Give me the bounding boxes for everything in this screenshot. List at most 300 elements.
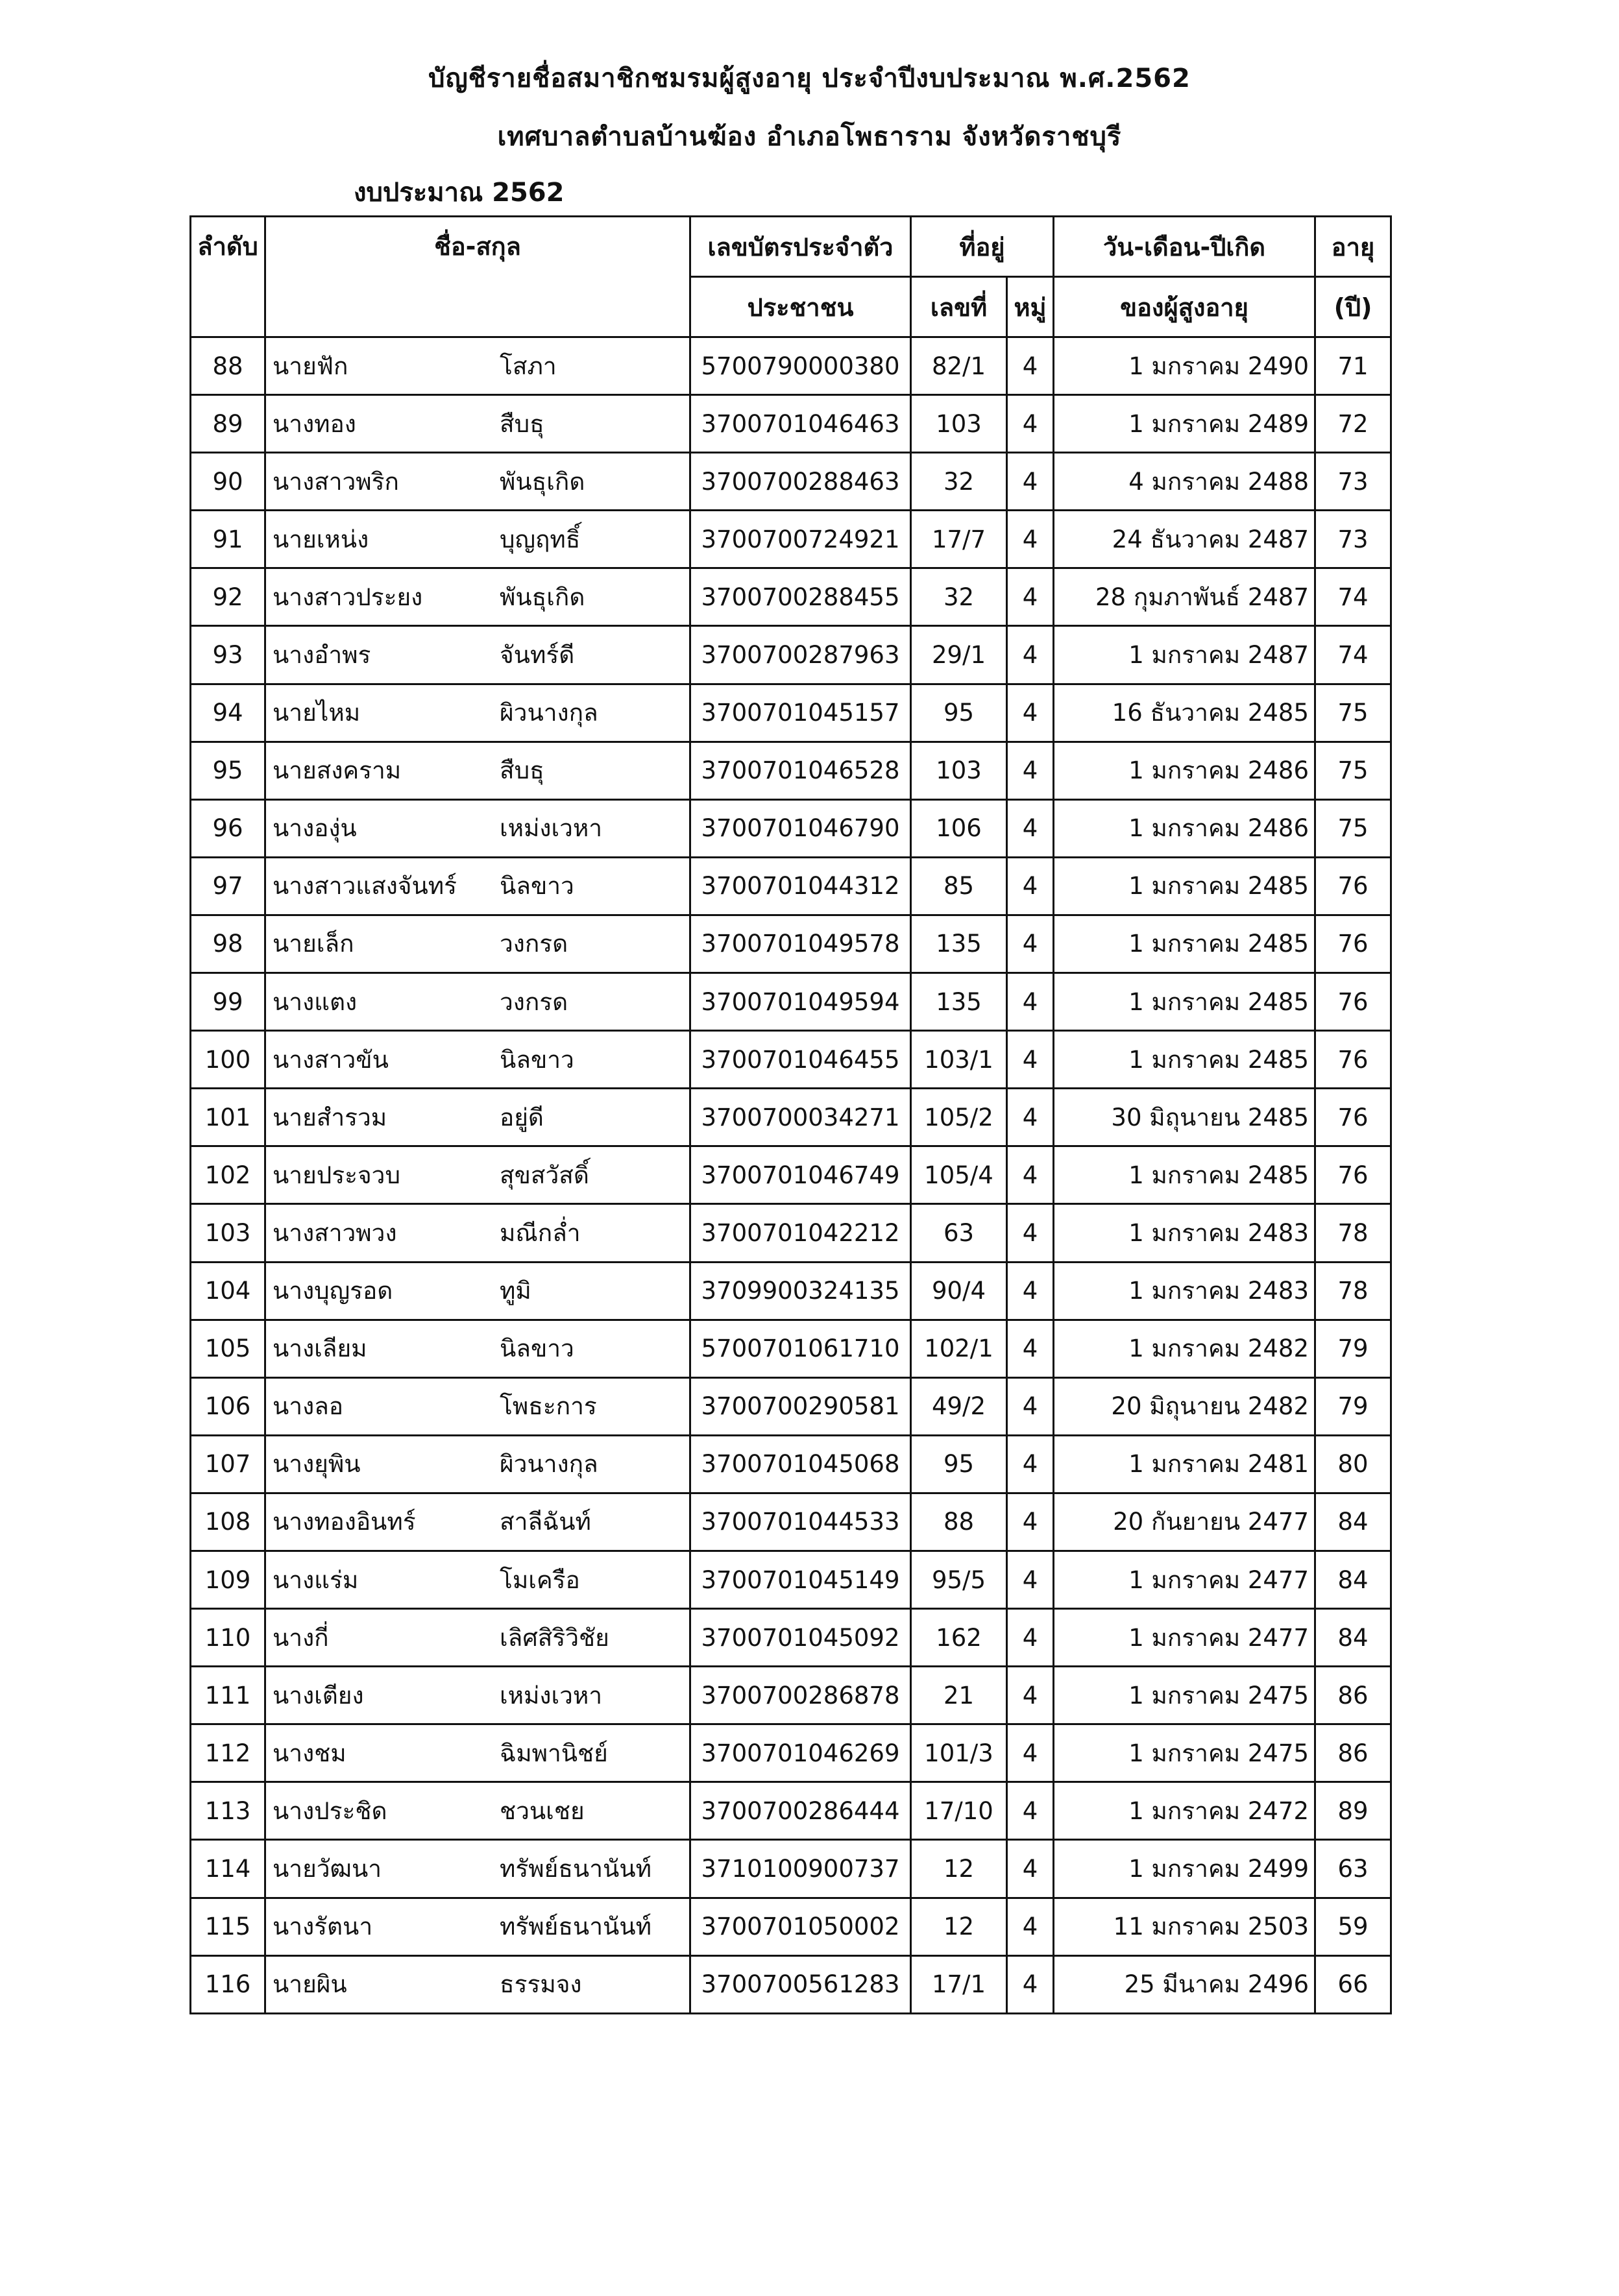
first-name: นางเตียง [273, 1681, 364, 1710]
cell-dob: 1 มกราคม 2483 [1054, 1204, 1315, 1262]
cell-house-no: 85 [911, 857, 1007, 915]
table-row [191, 1782, 1391, 1840]
cell-name [265, 1146, 690, 1204]
cell-no: 98 [191, 915, 265, 973]
table-row [191, 1609, 1391, 1667]
cell-id: 5700701061710 [690, 1320, 911, 1377]
first-name: นางสาวพริก [273, 467, 399, 496]
table-row [191, 1262, 1391, 1320]
last-name: สืบธุ [500, 409, 544, 438]
first-name: นายสำรวม [273, 1103, 387, 1131]
cell-house-no: 105/4 [911, 1146, 1007, 1204]
cell-house-no: 95 [911, 1435, 1007, 1493]
cell-no: 115 [191, 1898, 265, 1955]
cell-age: 79 [1315, 1320, 1391, 1377]
cell-age: 84 [1315, 1493, 1391, 1551]
cell-name [265, 1724, 690, 1782]
cell-age: 74 [1315, 626, 1391, 684]
cell-dob: 1 มกราคม 2475 [1054, 1667, 1315, 1724]
cell-no: 111 [191, 1667, 265, 1724]
first-name: นางสาวแสงจันทร์ [273, 872, 457, 900]
cell-village: 4 [1007, 1031, 1054, 1089]
cell-no: 107 [191, 1435, 265, 1493]
cell-age: 66 [1315, 1955, 1391, 2013]
cell-house-no: 135 [911, 915, 1007, 973]
cell-age: 76 [1315, 1031, 1391, 1089]
cell-dob: 30 มิถุนายน 2485 [1054, 1089, 1315, 1146]
cell-id: 3700701046455 [690, 1031, 911, 1089]
cell-house-no: 49/2 [911, 1377, 1007, 1435]
cell-name [265, 568, 690, 626]
cell-house-no: 32 [911, 453, 1007, 511]
last-name: ธรรมจง [500, 1970, 582, 1999]
cell-dob: 1 มกราคม 2486 [1054, 742, 1315, 799]
cell-village: 4 [1007, 1204, 1054, 1262]
table-row [191, 511, 1391, 568]
cell-age: 63 [1315, 1840, 1391, 1898]
last-name: สืบธุ [500, 756, 544, 785]
first-name: นางแตง [273, 987, 358, 1016]
cell-id: 3700700561283 [690, 1955, 911, 2013]
cell-name [265, 1435, 690, 1493]
cell-house-no: 29/1 [911, 626, 1007, 684]
cell-house-no: 88 [911, 1493, 1007, 1551]
cell-house-no: 17/1 [911, 1955, 1007, 2013]
last-name: วงกรด [500, 987, 568, 1016]
cell-id: 3700700290581 [690, 1377, 911, 1435]
cell-id: 3700701045149 [690, 1551, 911, 1608]
cell-name [265, 511, 690, 568]
cell-dob: 11 มกราคม 2503 [1054, 1898, 1315, 1955]
cell-village: 4 [1007, 1782, 1054, 1840]
first-name: นายฟัก [273, 352, 348, 380]
cell-no: 99 [191, 973, 265, 1031]
cell-id: 5700790000380 [690, 337, 911, 395]
cell-age: 78 [1315, 1262, 1391, 1320]
first-name: นายเล็ก [273, 930, 354, 958]
cell-name [265, 1551, 690, 1608]
table-row [191, 915, 1391, 973]
cell-id: 3700700286878 [690, 1667, 911, 1724]
cell-village: 4 [1007, 1377, 1054, 1435]
table-row [191, 1493, 1391, 1551]
last-name: ทรัพย์ธนานันท์ [500, 1854, 651, 1883]
table-row [191, 453, 1391, 511]
cell-village: 4 [1007, 1840, 1054, 1898]
last-name: บุญฤทธิ์ [500, 525, 581, 553]
cell-village: 4 [1007, 1493, 1054, 1551]
table-row [191, 395, 1391, 453]
cell-dob: 1 มกราคม 2485 [1054, 973, 1315, 1031]
cell-age: 59 [1315, 1898, 1391, 1955]
cell-dob: 1 มกราคม 2499 [1054, 1840, 1315, 1898]
cell-id: 3700701050002 [690, 1898, 911, 1955]
cell-no: 96 [191, 799, 265, 857]
cell-dob: 1 มกราคม 2483 [1054, 1262, 1315, 1320]
last-name: พันธุเกิด [500, 467, 585, 496]
cell-dob: 25 มีนาคม 2496 [1054, 1955, 1315, 2013]
cell-name [265, 1609, 690, 1667]
cell-dob: 20 กันยายน 2477 [1054, 1493, 1315, 1551]
cell-no: 91 [191, 511, 265, 568]
last-name: มณีกล่ำ [500, 1218, 581, 1247]
table-row [191, 1031, 1391, 1089]
cell-house-no: 95/5 [911, 1551, 1007, 1608]
cell-house-no: 101/3 [911, 1724, 1007, 1782]
cell-no: 93 [191, 626, 265, 684]
cell-id: 3700701044312 [690, 857, 911, 915]
cell-age: 73 [1315, 453, 1391, 511]
last-name: ทูมิ [500, 1277, 531, 1305]
cell-id: 3700700286444 [690, 1782, 911, 1840]
cell-name [265, 1262, 690, 1320]
table-row [191, 742, 1391, 799]
last-name: อยู่ดี [500, 1103, 544, 1131]
cell-age: 73 [1315, 511, 1391, 568]
cell-village: 4 [1007, 1955, 1054, 2013]
cell-name [265, 1320, 690, 1377]
cell-id: 3700701045068 [690, 1435, 911, 1493]
cell-village: 4 [1007, 453, 1054, 511]
first-name: นายสงคราม [273, 756, 402, 785]
last-name: ผิวนางกุล [500, 1450, 598, 1479]
table-row [191, 684, 1391, 742]
cell-dob: 4 มกราคม 2488 [1054, 453, 1315, 511]
first-name: นางลอ [273, 1392, 344, 1421]
cell-age: 76 [1315, 1089, 1391, 1146]
cell-village: 4 [1007, 1898, 1054, 1955]
cell-house-no: 102/1 [911, 1320, 1007, 1377]
cell-dob: 1 มกราคม 2482 [1054, 1320, 1315, 1377]
cell-village: 4 [1007, 626, 1054, 684]
first-name: นางสาวประยง [273, 583, 423, 611]
first-name: นางยุพิน [273, 1450, 361, 1479]
table-row [191, 1320, 1391, 1377]
cell-name [265, 1898, 690, 1955]
cell-name [265, 1031, 690, 1089]
cell-no: 95 [191, 742, 265, 799]
cell-village: 4 [1007, 973, 1054, 1031]
cell-no: 116 [191, 1955, 265, 2013]
member-table [189, 215, 1392, 2014]
cell-no: 100 [191, 1031, 265, 1089]
cell-age: 84 [1315, 1609, 1391, 1667]
table-row [191, 973, 1391, 1031]
cell-age: 78 [1315, 1204, 1391, 1262]
first-name: นางประชิด [273, 1796, 387, 1825]
cell-house-no: 17/7 [911, 511, 1007, 568]
cell-no: 97 [191, 857, 265, 915]
cell-house-no: 135 [911, 973, 1007, 1031]
header-id-line1: เลขบัตรประจำตัว [690, 217, 911, 277]
cell-name [265, 799, 690, 857]
cell-id: 3700701042212 [690, 1204, 911, 1262]
cell-house-no: 17/10 [911, 1782, 1007, 1840]
cell-age: 89 [1315, 1782, 1391, 1840]
cell-no: 112 [191, 1724, 265, 1782]
header-dob-line1: วัน-เดือน-ปีเกิด [1054, 217, 1315, 277]
first-name: นางเลียม [273, 1335, 367, 1363]
table-body [191, 337, 1391, 2014]
table-row [191, 1551, 1391, 1608]
cell-age: 72 [1315, 395, 1391, 453]
cell-dob: 1 มกราคม 2487 [1054, 626, 1315, 684]
cell-dob: 1 มกราคม 2485 [1054, 1146, 1315, 1204]
cell-age: 71 [1315, 337, 1391, 395]
table-row [191, 799, 1391, 857]
document-title: บัญชีรายชื่อสมาชิกชมรมผู้สูงอายุ ประจำปีงบประมาณ พ.ศ.2562 [428, 64, 1191, 93]
table-row [191, 1146, 1391, 1204]
cell-name [265, 395, 690, 453]
cell-dob: 16 ธันวาคม 2485 [1054, 684, 1315, 742]
cell-house-no: 103 [911, 742, 1007, 799]
cell-id: 3700700288455 [690, 568, 911, 626]
table-row [191, 1435, 1391, 1493]
cell-no: 103 [191, 1204, 265, 1262]
last-name: สาลีฉันท์ [500, 1508, 591, 1536]
header-address: ที่อยู่ [911, 217, 1054, 277]
cell-age: 74 [1315, 568, 1391, 626]
cell-dob: 1 มกราคม 2477 [1054, 1609, 1315, 1667]
header-house-no: เลขที่ [911, 277, 1007, 337]
header-no: ลำดับ [191, 217, 265, 337]
cell-age: 86 [1315, 1724, 1391, 1782]
last-name: ชวนเชย [500, 1796, 585, 1825]
cell-id: 3710100900737 [690, 1840, 911, 1898]
cell-no: 92 [191, 568, 265, 626]
cell-id: 3700700287963 [690, 626, 911, 684]
first-name: นางชม [273, 1739, 347, 1767]
last-name: เหม่งเวหา [500, 814, 603, 843]
cell-house-no: 32 [911, 568, 1007, 626]
cell-no: 102 [191, 1146, 265, 1204]
cell-dob: 1 มกราคม 2485 [1054, 915, 1315, 973]
cell-no: 113 [191, 1782, 265, 1840]
last-name: เลิศสิริวิชัย [500, 1623, 609, 1652]
table-row [191, 1667, 1391, 1724]
header-dob-line2: ของผู้สูงอายุ [1054, 277, 1315, 337]
cell-age: 76 [1315, 857, 1391, 915]
table-row [191, 1204, 1391, 1262]
cell-age: 76 [1315, 915, 1391, 973]
cell-village: 4 [1007, 337, 1054, 395]
first-name: นางบุญรอด [273, 1277, 393, 1305]
cell-house-no: 82/1 [911, 337, 1007, 395]
cell-dob: 1 มกราคม 2485 [1054, 857, 1315, 915]
cell-no: 101 [191, 1089, 265, 1146]
cell-no: 90 [191, 453, 265, 511]
cell-age: 75 [1315, 742, 1391, 799]
cell-house-no: 63 [911, 1204, 1007, 1262]
cell-dob: 24 ธันวาคม 2487 [1054, 511, 1315, 568]
cell-name [265, 1782, 690, 1840]
table-header [191, 217, 1391, 337]
first-name: นางอำพร [273, 641, 371, 670]
first-name: นางสาวพวง [273, 1218, 397, 1247]
cell-name [265, 684, 690, 742]
cell-dob: 1 มกราคม 2475 [1054, 1724, 1315, 1782]
cell-no: 109 [191, 1551, 265, 1608]
last-name: วงกรด [500, 930, 568, 958]
cell-village: 4 [1007, 742, 1054, 799]
last-name: เหม่งเวหา [500, 1681, 603, 1710]
cell-age: 84 [1315, 1551, 1391, 1608]
cell-village: 4 [1007, 568, 1054, 626]
first-name: นางทองอินทร์ [273, 1508, 416, 1536]
cell-house-no: 106 [911, 799, 1007, 857]
cell-name [265, 1840, 690, 1898]
cell-name [265, 915, 690, 973]
cell-house-no: 103/1 [911, 1031, 1007, 1089]
cell-house-no: 90/4 [911, 1262, 1007, 1320]
first-name: นางองุ่น [273, 814, 357, 843]
cell-id: 3700700034271 [690, 1089, 911, 1146]
table-row [191, 1955, 1391, 2013]
cell-village: 4 [1007, 1262, 1054, 1320]
header-village: หมู่ [1007, 277, 1054, 337]
cell-dob: 1 มกราคม 2485 [1054, 1031, 1315, 1089]
cell-village: 4 [1007, 1724, 1054, 1782]
cell-age: 76 [1315, 973, 1391, 1031]
last-name: ฉิมพานิชย์ [500, 1739, 608, 1767]
first-name: นางแร่ม [273, 1565, 359, 1594]
cell-no: 106 [191, 1377, 265, 1435]
cell-id: 3700701046269 [690, 1724, 911, 1782]
cell-dob: 1 มกราคม 2472 [1054, 1782, 1315, 1840]
cell-name [265, 453, 690, 511]
last-name: นิลขาว [500, 872, 574, 900]
last-name: สุขสวัสดิ์ [500, 1161, 589, 1189]
cell-id: 3700701044533 [690, 1493, 911, 1551]
table-row [191, 1377, 1391, 1435]
cell-name [265, 742, 690, 799]
cell-house-no: 95 [911, 684, 1007, 742]
first-name: นายวัฒนา [273, 1854, 382, 1883]
last-name: นิลขาว [500, 1045, 574, 1074]
cell-id: 3700701049594 [690, 973, 911, 1031]
last-name: โพธะการ [500, 1392, 597, 1421]
cell-name [265, 1089, 690, 1146]
cell-village: 4 [1007, 857, 1054, 915]
table-row [191, 337, 1391, 395]
cell-no: 114 [191, 1840, 265, 1898]
cell-age: 80 [1315, 1435, 1391, 1493]
first-name: นายเหน่ง [273, 525, 369, 553]
budget-label: งบประมาณ 2562 [354, 178, 565, 208]
table-row [191, 1898, 1391, 1955]
first-name: นางรัตนา [273, 1913, 373, 1941]
cell-village: 4 [1007, 915, 1054, 973]
cell-village: 4 [1007, 395, 1054, 453]
header-age-line2: (ปี) [1315, 277, 1391, 337]
cell-id: 3700701045157 [690, 684, 911, 742]
header-id-line2: ประชาชน [690, 277, 911, 337]
cell-id: 3700701049578 [690, 915, 911, 973]
cell-house-no: 105/2 [911, 1089, 1007, 1146]
cell-name [265, 857, 690, 915]
cell-id: 3709900324135 [690, 1262, 911, 1320]
cell-dob: 28 กุมภาพันธ์ 2487 [1054, 568, 1315, 626]
cell-name [265, 1955, 690, 2013]
table-row [191, 568, 1391, 626]
cell-age: 76 [1315, 1146, 1391, 1204]
cell-name [265, 1377, 690, 1435]
cell-village: 4 [1007, 1146, 1054, 1204]
cell-dob: 1 มกราคม 2489 [1054, 395, 1315, 453]
document-subtitle: เทศบาลตำบลบ้านฆ้อง อำเภอโพธาราม จังหวัดราชบุรี [497, 122, 1122, 152]
cell-age: 86 [1315, 1667, 1391, 1724]
cell-house-no: 162 [911, 1609, 1007, 1667]
cell-no: 89 [191, 395, 265, 453]
cell-dob: 1 มกราคม 2490 [1054, 337, 1315, 395]
cell-village: 4 [1007, 1320, 1054, 1377]
cell-dob: 20 มิถุนายน 2482 [1054, 1377, 1315, 1435]
cell-id: 3700701046463 [690, 395, 911, 453]
cell-dob: 1 มกราคม 2486 [1054, 799, 1315, 857]
cell-no: 104 [191, 1262, 265, 1320]
first-name: นางสาวขัน [273, 1045, 389, 1074]
table-row [191, 1724, 1391, 1782]
last-name: นิลขาว [500, 1335, 574, 1363]
table-row [191, 626, 1391, 684]
cell-id: 3700700288463 [690, 453, 911, 511]
cell-village: 4 [1007, 511, 1054, 568]
cell-village: 4 [1007, 1435, 1054, 1493]
cell-name [265, 1667, 690, 1724]
header-name: ชื่อ-สกุล [265, 217, 690, 337]
cell-no: 108 [191, 1493, 265, 1551]
last-name: จันทร์ดี [500, 641, 575, 670]
cell-name [265, 337, 690, 395]
cell-village: 4 [1007, 799, 1054, 857]
cell-house-no: 103 [911, 395, 1007, 453]
cell-name [265, 1204, 690, 1262]
first-name: นายไหม [273, 699, 361, 727]
last-name: โสภา [500, 352, 557, 380]
cell-no: 110 [191, 1609, 265, 1667]
cell-id: 3700701046790 [690, 799, 911, 857]
cell-dob: 1 มกราคม 2477 [1054, 1551, 1315, 1608]
cell-village: 4 [1007, 684, 1054, 742]
table-row [191, 1840, 1391, 1898]
cell-house-no: 21 [911, 1667, 1007, 1724]
cell-name [265, 1493, 690, 1551]
table-row [191, 1089, 1391, 1146]
first-name: นางกี่ [273, 1623, 329, 1652]
cell-village: 4 [1007, 1551, 1054, 1608]
first-name: นางทอง [273, 409, 356, 438]
cell-id: 3700700724921 [690, 511, 911, 568]
first-name: นายประจวบ [273, 1161, 400, 1189]
cell-age: 75 [1315, 799, 1391, 857]
last-name: โมเครือ [500, 1565, 580, 1594]
last-name: ผิวนางกุล [500, 699, 598, 727]
cell-id: 3700701046528 [690, 742, 911, 799]
cell-name [265, 973, 690, 1031]
cell-age: 79 [1315, 1377, 1391, 1435]
last-name: ทรัพย์ธนานันท์ [500, 1913, 651, 1941]
cell-village: 4 [1007, 1667, 1054, 1724]
cell-no: 88 [191, 337, 265, 395]
cell-age: 75 [1315, 684, 1391, 742]
cell-name [265, 626, 690, 684]
first-name: นายผิน [273, 1970, 347, 1999]
cell-id: 3700701045092 [690, 1609, 911, 1667]
cell-house-no: 12 [911, 1898, 1007, 1955]
cell-village: 4 [1007, 1089, 1054, 1146]
table-row [191, 857, 1391, 915]
cell-id: 3700701046749 [690, 1146, 911, 1204]
